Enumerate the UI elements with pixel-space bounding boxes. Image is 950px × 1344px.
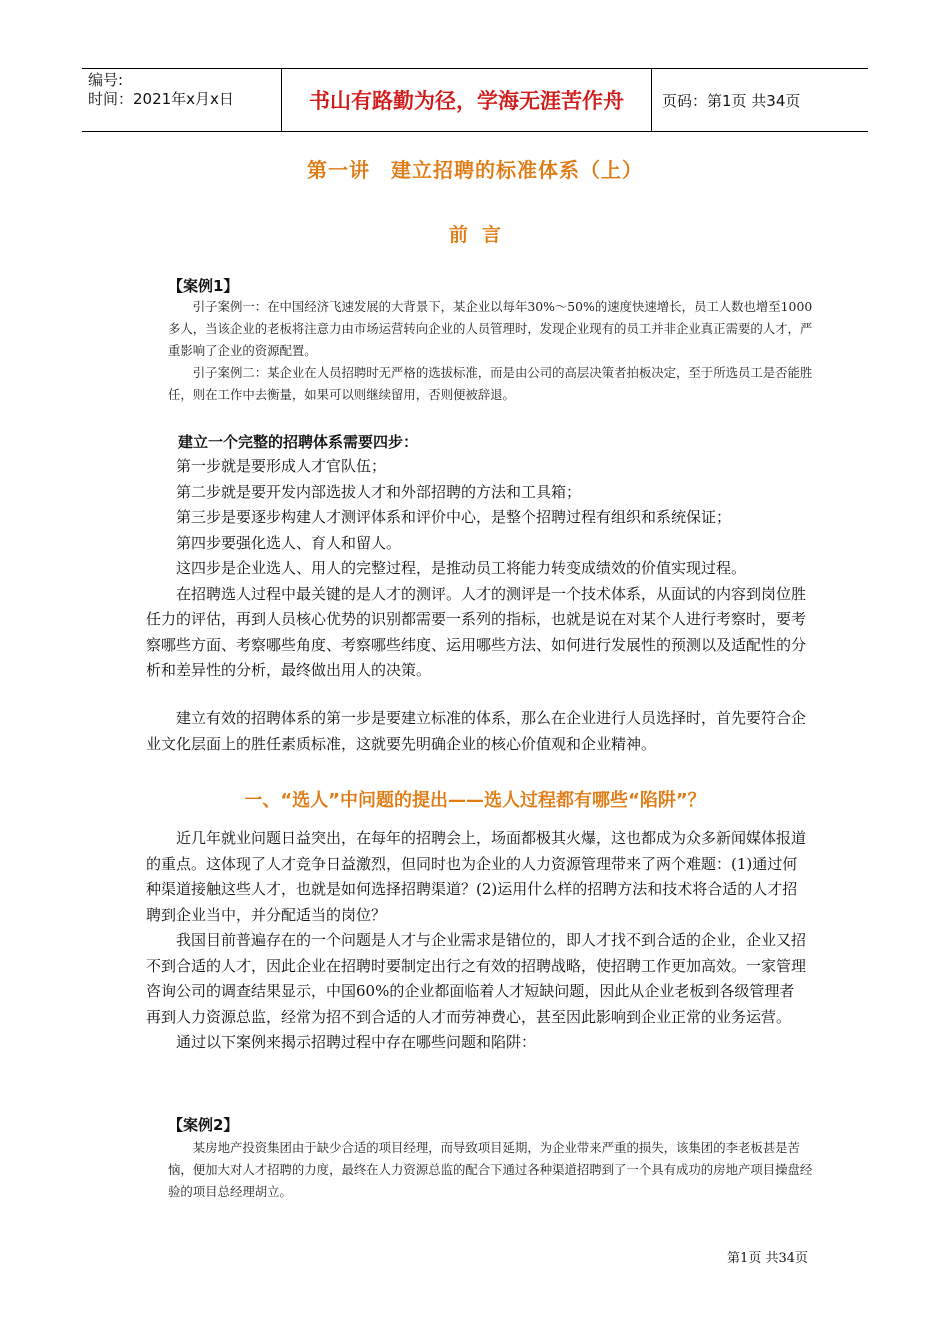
- step-4: 第四步要强化选人、育人和留人。: [176, 533, 402, 552]
- case2-label: 【案例2】: [168, 1116, 239, 1134]
- preface-title: 前言: [448, 224, 515, 246]
- header-page-code: 页码：第1页 共34页: [662, 91, 801, 110]
- section1-paragraph-1: 近几年就业问题日益突出，在每年的招聘会上，场面都极其火爆，这也都成为众多新闻媒体报道的重点。这体现了人才竞争日益激烈，但同时也为企业的人力资源管理带来了两个难题：(1)通过何种渠道接触这些人才，也就是如何选择招聘渠道？(2)运用什么样的招聘方法和技术将合适的人才招聘到企业当中，并分配适当的岗位？: [146, 829, 807, 924]
- assessment-paragraph: 在招聘选人过程中最关键的是人才的测评。人才的测评是一个技术体系，从面试的内容到岗位胜任力的评估，再到人员核心优势的识别都需要一系列的指标，也就是说在对某个人进行考察时，要考察哪些方面、考察哪些角度、考察哪些纬度、运用哪些方法、如何进行发展性的预测以及适配性的分析和差异性的分析，最终做出用人的决策。: [146, 584, 807, 679]
- steps-heading: 建立一个完整的招聘体系需要四步：: [178, 433, 419, 451]
- header-motto: 书山有路勤为径，学海无涯苦作舟: [282, 69, 652, 131]
- lecture-title: 第一讲 建立招聘的标准体系（上）: [307, 158, 643, 182]
- section1-title: 一、“选人”中问题的提出——选人过程都有哪些“陷阱”？: [244, 790, 706, 811]
- case1-paragraph-1: 引子案例一：在中国经济飞速发展的大背景下，某企业以每年30%～50%的速度快速增长，员工人数也增至1000多人，当该企业的老板将注意力由市场运营转向企业的人员管理时，发现企业现有的员工并非企业真正需要的人才，严重影响了企业的资源配置。: [168, 299, 813, 358]
- section1-text: [146, 826, 806, 1056]
- step-3: 第三步是要逐步构建人才测评体系和评价中心，是整个招聘过程有组织和系统保证；: [176, 508, 732, 526]
- page-footer: 第1页 共34页: [727, 1251, 808, 1266]
- case1-label: 【案例1】: [168, 277, 239, 295]
- header-meta: [82, 69, 282, 131]
- steps-summary: 这四步是企业选人、用人的完整过程，是推动员工将能力转变成绩效的价值实现过程。: [176, 559, 747, 577]
- case1-text: [168, 296, 818, 406]
- section1-paragraph-2: 我国目前普遍存在的一个问题是人才与企业需求是错位的，即人才找不到合适的企业，企业又招不到合适的人才，因此企业在招聘时要制定出行之有效的招聘战略，使招聘工作更加高效。一家管理咨询公司的调查结果显示，中国60%的企业都面临着人才短缺问题，因此从企业老板到各级管理者再到人力资源总监，经常为招不到合适的人才而劳神费心，甚至因此影响到企业正常的业务运营。: [146, 931, 807, 1026]
- document-number-label: 编号:: [88, 71, 124, 89]
- case2-text: [168, 1137, 818, 1203]
- page-header: [82, 68, 868, 132]
- steps-text: [146, 454, 806, 684]
- section1-paragraph-3: 通过以下案例来揭示招聘过程中存在哪些问题和陷阱：: [176, 1033, 537, 1051]
- case2-paragraph-1: 某房地产投资集团由于缺少合适的项目经理，而导致项目延期，为企业带来严重的损失，该集团的李老板甚是苦恼，便加大对人才招聘的力度，最终在人力资源总监的配合下通过各种渠道招聘到了一个具有成功的房地产项目操盘经验的项目总经理胡立。: [168, 1140, 813, 1199]
- step-2: 第二步就是要开发内部选拔人才和外部招聘的方法和工具箱；: [176, 482, 582, 501]
- step-1: 第一步就是要形成人才官队伍；: [176, 457, 387, 475]
- document-time-label: 时间：2021年x月x日: [88, 90, 234, 108]
- standard-system-text: [146, 706, 806, 757]
- standard-system-paragraph: 建立有效的招聘体系的第一步是要建立标准的体系，那么在企业进行人员选择时，首先要符合企业文化层面上的胜任素质标准，这就要先明确企业的核心价值观和企业精神。: [146, 709, 807, 753]
- case1-paragraph-2: 引子案例二：某企业在人员招聘时无严格的选拔标准，而是由公司的高层决策者拍板决定，至于所选员工是否能胜任，则在工作中去衡量，如果可以则继续留用，否则便被辞退。: [168, 365, 813, 402]
